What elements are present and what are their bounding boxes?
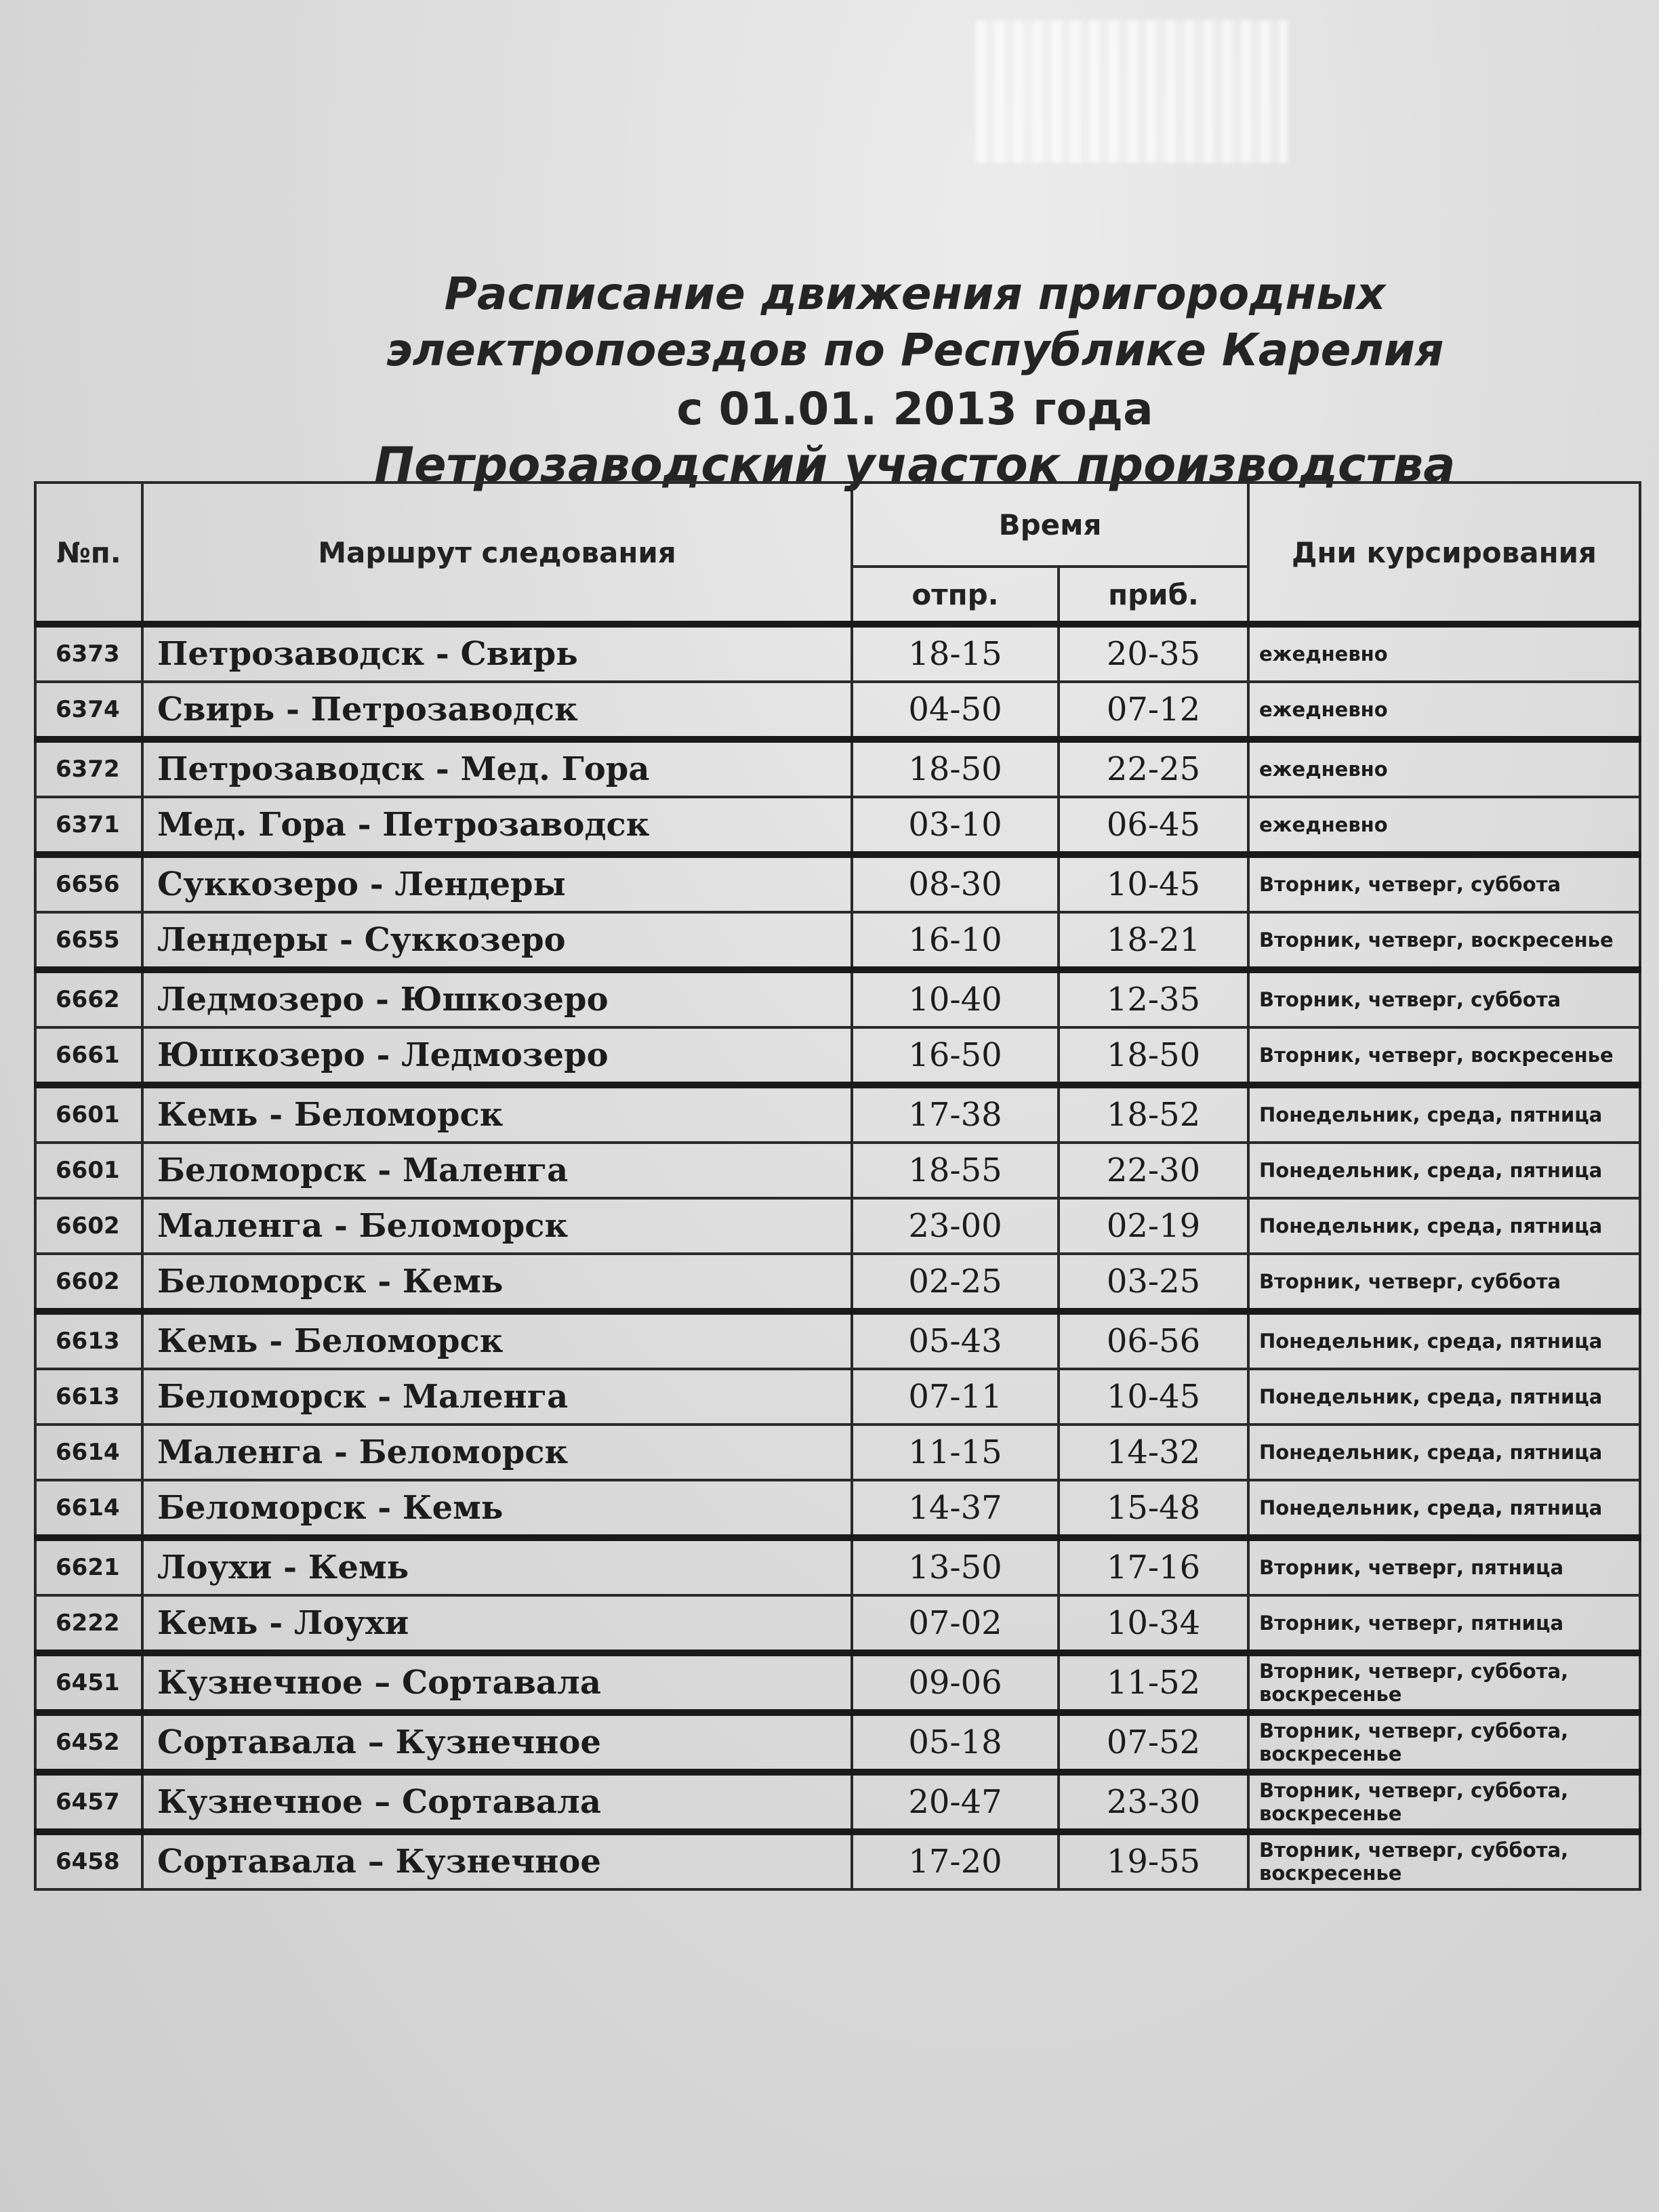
table-row [35, 855, 1640, 912]
departure-time: 23-00 [852, 1198, 1059, 1254]
arrival-time: 19-55 [1059, 1832, 1248, 1889]
route: Маленга - Беломорск [142, 1425, 852, 1480]
arrival-time: 17-16 [1059, 1538, 1248, 1595]
running-days: Вторник, четверг, воскресенье [1248, 912, 1640, 970]
table-row [35, 1085, 1640, 1143]
arrival-time: 22-25 [1059, 739, 1248, 797]
arrival-time: 06-45 [1059, 797, 1248, 855]
arrival-time: 02-19 [1059, 1198, 1248, 1254]
route: Юшкозеро - Ледмозеро [142, 1027, 852, 1085]
table-row [35, 1311, 1640, 1369]
route: Кемь - Беломорск [142, 1085, 852, 1143]
running-days: Вторник, четверг, пятница [1248, 1538, 1640, 1595]
running-days: Вторник, четверг, суббота, воскресенье [1248, 1772, 1640, 1832]
departure-time: 18-15 [852, 624, 1059, 682]
departure-time: 02-25 [852, 1254, 1059, 1311]
departure-time: 18-55 [852, 1143, 1059, 1198]
route: Суккозеро - Лендеры [142, 855, 852, 912]
train-number: 6601 [35, 1085, 142, 1143]
title-line-2: электропоездов по Республике Карелия [386, 324, 1444, 376]
departure-time: 09-06 [852, 1653, 1059, 1713]
title-line-3: с 01.01. 2013 года [676, 383, 1153, 435]
arrival-time: 11-52 [1059, 1653, 1248, 1713]
arrival-time: 14-32 [1059, 1425, 1248, 1480]
train-number: 6655 [35, 912, 142, 970]
arrival-time: 15-48 [1059, 1480, 1248, 1538]
departure-time: 20-47 [852, 1772, 1059, 1832]
running-days: Вторник, четверг, суббота, воскресенье [1248, 1832, 1640, 1889]
departure-time: 16-50 [852, 1027, 1059, 1085]
table-row [35, 1480, 1640, 1538]
table-row [35, 1595, 1640, 1653]
train-number: 6613 [35, 1369, 142, 1425]
route: Кемь - Беломорск [142, 1311, 852, 1369]
route: Ледмозеро - Юшкозеро [142, 970, 852, 1027]
route: Кузнечное – Сортавала [142, 1772, 852, 1832]
route: Мед. Гора - Петрозаводск [142, 797, 852, 855]
route: Петрозаводск - Мед. Гора [142, 739, 852, 797]
departure-time: 07-02 [852, 1595, 1059, 1653]
departure-time: 04-50 [852, 682, 1059, 739]
running-days: Вторник, четверг, пятница [1248, 1595, 1640, 1653]
train-number: 6656 [35, 855, 142, 912]
departure-time: 13-50 [852, 1538, 1059, 1595]
title-line-4: Петрозаводский участок производства [374, 437, 1456, 493]
table-row [35, 797, 1640, 855]
departure-time: 11-15 [852, 1425, 1059, 1480]
running-days: Понедельник, среда, пятница [1248, 1198, 1640, 1254]
table-row [35, 1198, 1640, 1254]
route: Сортавала – Кузнечное [142, 1832, 852, 1889]
train-number: 6457 [35, 1772, 142, 1832]
route: Сортавала – Кузнечное [142, 1713, 852, 1772]
departure-time: 17-38 [852, 1085, 1059, 1143]
schedule-body [35, 624, 1640, 1889]
train-number: 6614 [35, 1425, 142, 1480]
running-days: Вторник, четверг, суббота [1248, 855, 1640, 912]
column-header-depart: отпр. [852, 567, 1059, 624]
table-row [35, 1425, 1640, 1480]
table-row [35, 1143, 1640, 1198]
arrival-time: 10-45 [1059, 855, 1248, 912]
departure-time: 18-50 [852, 739, 1059, 797]
running-days: ежедневно [1248, 624, 1640, 682]
arrival-time: 03-25 [1059, 1254, 1248, 1311]
route: Маленга - Беломорск [142, 1198, 852, 1254]
train-number: 6661 [35, 1027, 142, 1085]
arrival-time: 18-21 [1059, 912, 1248, 970]
train-number: 6371 [35, 797, 142, 855]
light-reflection [976, 20, 1288, 163]
running-days: Вторник, четверг, суббота [1248, 970, 1640, 1027]
train-number: 6452 [35, 1713, 142, 1772]
departure-time: 03-10 [852, 797, 1059, 855]
arrival-time: 07-52 [1059, 1713, 1248, 1772]
column-header-route: Маршрут следования [142, 483, 852, 624]
route: Кузнечное – Сортавала [142, 1653, 852, 1713]
running-days: Вторник, четверг, суббота, воскресенье [1248, 1713, 1640, 1772]
route: Лоухи - Кемь [142, 1538, 852, 1595]
schedule-table [34, 481, 1641, 1891]
departure-time: 14-37 [852, 1480, 1059, 1538]
train-number: 6662 [35, 970, 142, 1027]
column-header-days: Дни курсирования [1248, 483, 1640, 624]
departure-time: 08-30 [852, 855, 1059, 912]
departure-time: 10-40 [852, 970, 1059, 1027]
train-number: 6602 [35, 1254, 142, 1311]
route: Беломорск - Маленга [142, 1369, 852, 1425]
route: Беломорск - Кемь [142, 1254, 852, 1311]
departure-time: 05-43 [852, 1311, 1059, 1369]
running-days: Понедельник, среда, пятница [1248, 1085, 1640, 1143]
arrival-time: 07-12 [1059, 682, 1248, 739]
table-row [35, 1538, 1640, 1595]
running-days: ежедневно [1248, 797, 1640, 855]
table-row [35, 1772, 1640, 1832]
arrival-time: 10-34 [1059, 1595, 1248, 1653]
table-row [35, 739, 1640, 797]
running-days: Понедельник, среда, пятница [1248, 1425, 1640, 1480]
train-number: 6373 [35, 624, 142, 682]
arrival-time: 20-35 [1059, 624, 1248, 682]
table-row [35, 1027, 1640, 1085]
table-row [35, 1713, 1640, 1772]
table-row [35, 624, 1640, 682]
column-header-arrive: приб. [1059, 567, 1248, 624]
running-days: Вторник, четверг, воскресенье [1248, 1027, 1640, 1085]
departure-time: 16-10 [852, 912, 1059, 970]
title-line-1: Расписание движения пригородных [444, 268, 1386, 320]
table-row [35, 1254, 1640, 1311]
arrival-time: 06-56 [1059, 1311, 1248, 1369]
table-row [35, 912, 1640, 970]
table-row [35, 1832, 1640, 1889]
running-days: Понедельник, среда, пятница [1248, 1480, 1640, 1538]
arrival-time: 23-30 [1059, 1772, 1248, 1832]
arrival-time: 18-50 [1059, 1027, 1248, 1085]
route: Петрозаводск - Свирь [142, 624, 852, 682]
departure-time: 07-11 [852, 1369, 1059, 1425]
table-row [35, 1653, 1640, 1713]
arrival-time: 12-35 [1059, 970, 1248, 1027]
train-number: 6372 [35, 739, 142, 797]
table-row [35, 682, 1640, 739]
schedule-table-wrapper [34, 481, 1639, 2006]
train-number: 6451 [35, 1653, 142, 1713]
departure-time: 05-18 [852, 1713, 1059, 1772]
arrival-time: 10-45 [1059, 1369, 1248, 1425]
running-days: Вторник, четверг, суббота, воскресенье [1248, 1653, 1640, 1713]
route: Беломорск - Маленга [142, 1143, 852, 1198]
table-row [35, 970, 1640, 1027]
train-number: 6458 [35, 1832, 142, 1889]
route: Свирь - Петрозаводск [142, 682, 852, 739]
route: Кемь - Лоухи [142, 1595, 852, 1653]
train-number: 6613 [35, 1311, 142, 1369]
train-number: 6222 [35, 1595, 142, 1653]
running-days: Понедельник, среда, пятница [1248, 1311, 1640, 1369]
table-row [35, 1369, 1640, 1425]
running-days: Понедельник, среда, пятница [1248, 1369, 1640, 1425]
running-days: ежедневно [1248, 739, 1640, 797]
column-header-number: №п. [35, 483, 142, 624]
running-days: ежедневно [1248, 682, 1640, 739]
running-days: Вторник, четверг, суббота [1248, 1254, 1640, 1311]
train-number: 6621 [35, 1538, 142, 1595]
column-header-time: Время [852, 483, 1248, 567]
route: Беломорск - Кемь [142, 1480, 852, 1538]
train-number: 6601 [35, 1143, 142, 1198]
train-number: 6374 [35, 682, 142, 739]
arrival-time: 18-52 [1059, 1085, 1248, 1143]
train-number: 6602 [35, 1198, 142, 1254]
departure-time: 17-20 [852, 1832, 1059, 1889]
running-days: Понедельник, среда, пятница [1248, 1143, 1640, 1198]
route: Лендеры - Суккозеро [142, 912, 852, 970]
arrival-time: 22-30 [1059, 1143, 1248, 1198]
train-number: 6614 [35, 1480, 142, 1538]
